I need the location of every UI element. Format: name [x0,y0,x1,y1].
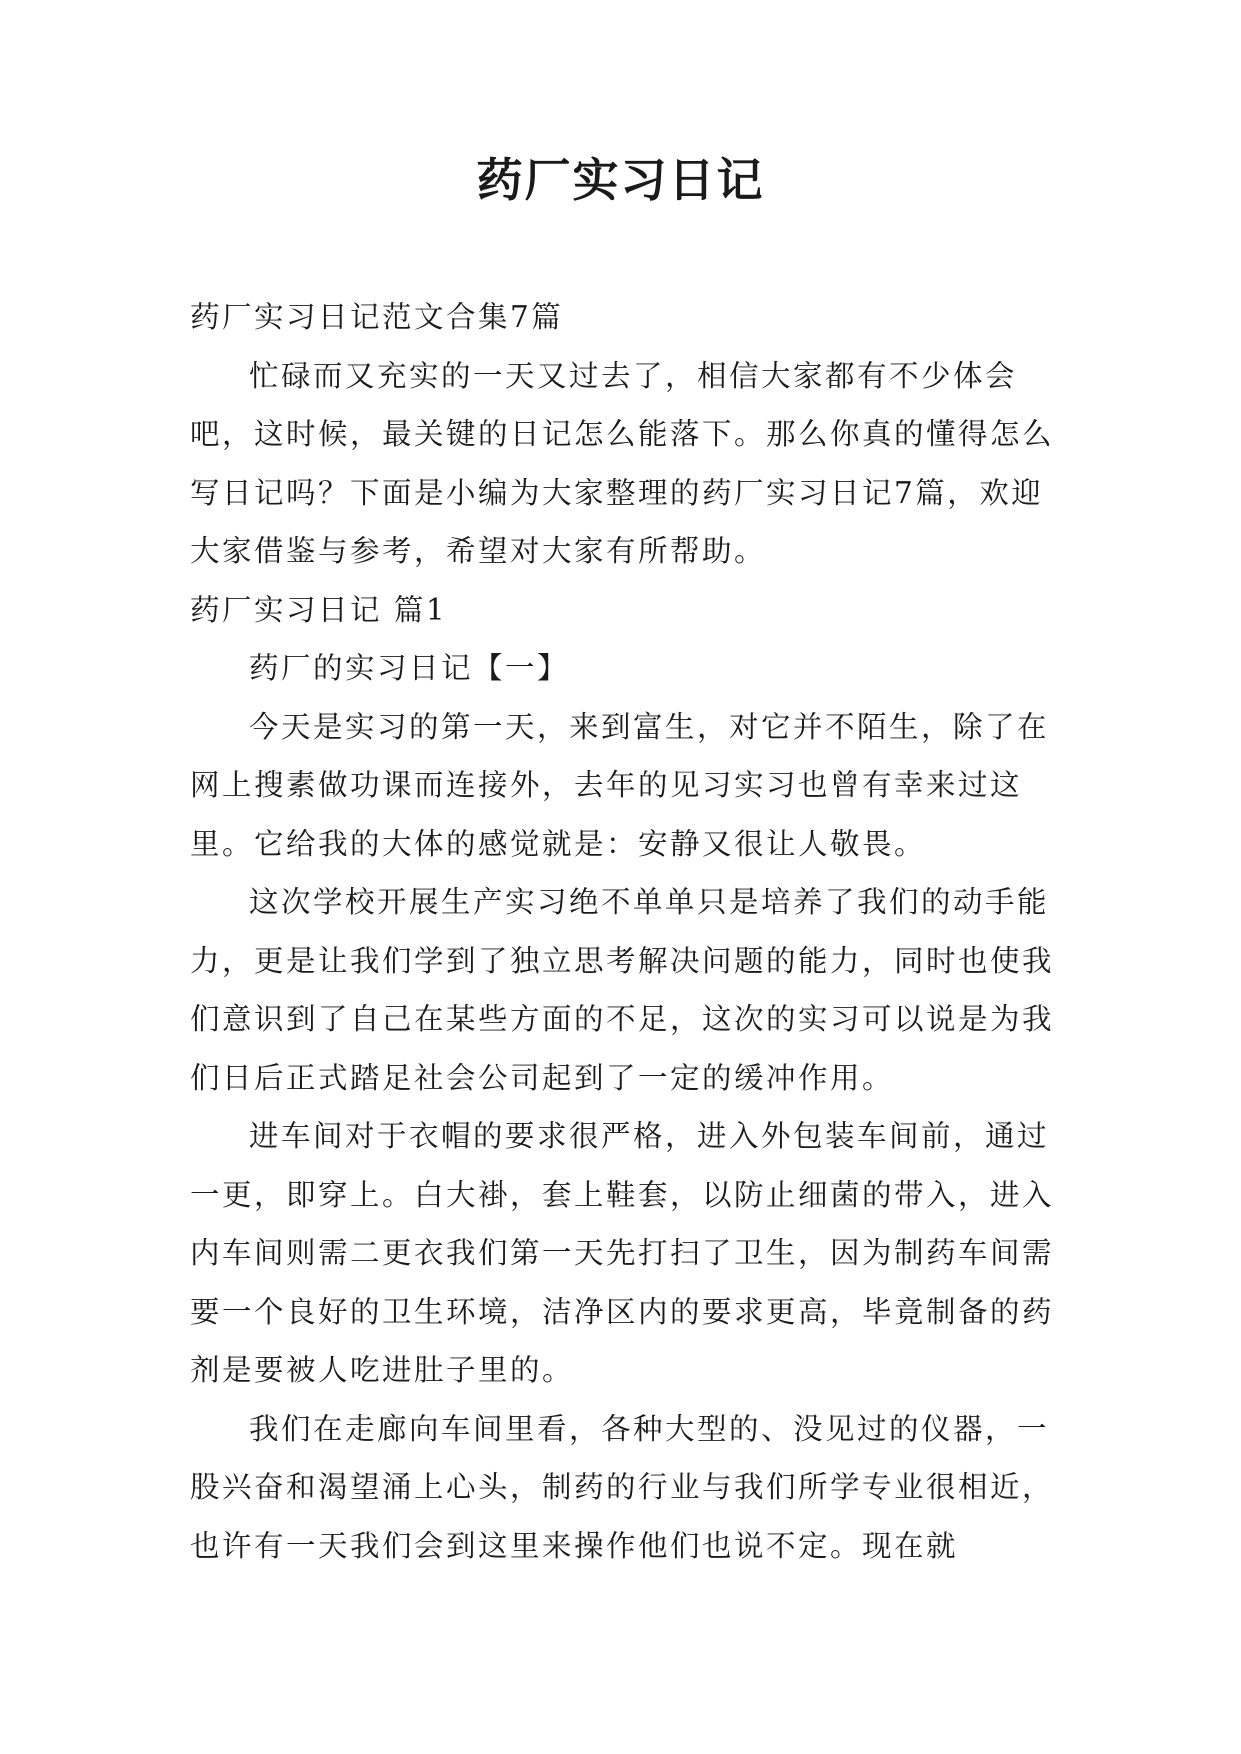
intro-paragraph: 忙碌而又充实的一天又过去了，相信大家都有不少体会吧，这时候，最关键的日记怎么能落下。那么你真的懂得怎么写日记吗？下面是小编为大家整理的药厂实习日记7篇，欢迎大家借鉴与参考，希望对大家有所帮助。 [190,358,1055,568]
body-paragraph: 今天是实习的第一天，来到富生，对它并不陌生，除了在网上搜素做功课而连接外，去年的见习实习也曾有幸来过这里。它给我的大体的感觉就是：安静又很让人敬畏。 [190,709,1050,861]
entry-heading: 药厂的实习日记【一】 [249,651,570,685]
section-heading: 药厂实习日记 篇1 [190,592,448,627]
document-subtitle: 药厂实习日记范文合集7篇 [190,300,564,334]
body-paragraph: 这次学校开展生产实习绝不单单只是培养了我们的动手能力，更是让我们学到了独立思考解决问题的能力，同时也使我们意识到了自己在某些方面的不足，这次的实习可以说是为我们日后正式踏足社会公司起到了一定的缓冲作用。 [190,885,1055,1095]
document-title: 药厂实习日记 [476,153,765,207]
body-paragraph: 我们在走廊向车间里看，各种大型的、没见过的仪器，一股兴奋和渴望涌上心头，制药的行业与我们所学专业很相近，也许有一天我们会到这里来操作他们也说不定。现在就 [190,1411,1055,1563]
body-paragraph: 进车间对于衣帽的要求很严格，进入外包装车间前，通过一更，即穿上。白大褂，套上鞋套，以防止细菌的带入，进入内车间则需二更衣我们第一天先打扫了卫生，因为制药车间需要一个良好的卫生环境，洁净区内的要求更高，毕竟制备的药剂是要被人吃进肚子里的。 [190,1119,1055,1387]
document-body [190,288,1060,1575]
